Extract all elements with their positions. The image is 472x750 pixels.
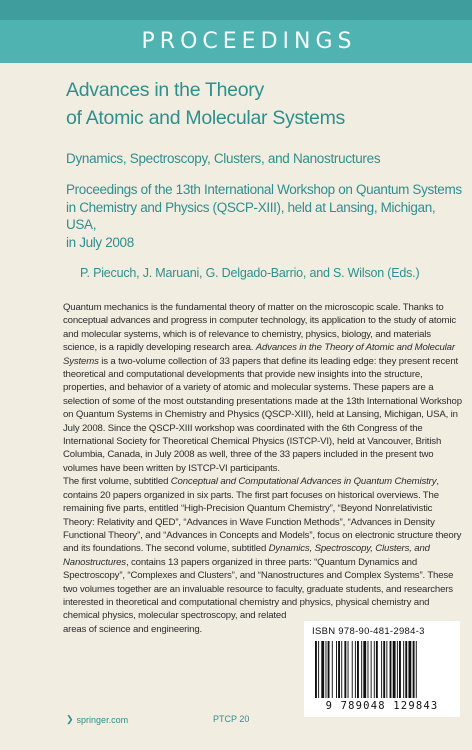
barcode <box>314 641 452 698</box>
blurb-paragraph-1: Quantum mechanics is the fundamental theory of matter on the microscopic scale. Thanks to conceptual advances and progress in computer technology, its application to the study of atomic and molecular systems, which is of relevance to chemistry, physics, biology, and materials science, is a rapidly developing research area. Advances in the Theory of Atomic and Molecular Systems is a two-volume collection of 33 papers that define its leading edge: they present recent theoretical and computational developments that provide new insights into the structure, properties, and behavior of a variety of atomic and molecular systems. These papers are a selection of some of the most outstanding presentations made at the 13th International Workshop on Quantum Systems in Chemistry and Physics (QSCP-XIII), held at Lansing, Michigan, USA, in July 2008. Since the QSCP-XIII workshop was coordinated with the 6th Congress of the International Society for Theoretical Chemical Physics (ISTCP-VI), held at Vancouver, British Columbia, Canada, in July 2008 as well, three of the 33 papers included in the present two volumes have been written by ISTCP-VI participants. <box>63 302 462 474</box>
banner-label: PROCEEDINGS <box>141 29 357 54</box>
book-title <box>66 76 446 132</box>
title-line-2: of Atomic and Molecular Systems <box>66 107 345 129</box>
blurb-text <box>63 301 465 636</box>
title-line-1: Advances in the Theory <box>66 79 264 101</box>
proceedings-banner <box>0 20 472 63</box>
blurb-paragraph-2: The first volume, subtitled Conceptual and Computational Advances in Quantum Chemistry, contains 20 papers organized in six parts. The first part focuses on historical overviews. The remaining five parts, entitled “High-Precision Quantum Chemistry”, “Beyond Nonrelativistic Theory: Relativity and QED”, “Advances in Wave Function Methods”, “Advances in Density Functional Theory”, and “Advances in Concepts and Models”, focus on electronic structure theory and its foundations. The second volume, subtitled Dynamics, Spectroscopy, Clusters, and Nanostructures, contains 13 papers organized in three parts: “Quantum Dynamics and Spectroscopy”, “Complexes and Clusters”, and “Nanostructures and Complex Systems”. These two volumes together are an invaluable resource to faculty, graduate students, and researchers interested in theoretical and computational chemistry and physics, physical chemistry and <box>63 476 462 608</box>
arrow-right-icon: ❯ <box>66 714 74 724</box>
proceedings-line-3: in July 2008 <box>66 234 134 250</box>
proceedings-line-1: Proceedings of the 13th International Workshop on Quantum Systems <box>66 182 462 197</box>
isbn-barcode-box <box>304 621 460 717</box>
series-number: PTCP 20 <box>213 714 250 724</box>
isbn-label: ISBN 978-90-481-2984-3 <box>312 626 425 637</box>
editors: P. Piecuch, J. Maruani, G. Delgado-Barrio, and S. Wilson (Eds.) <box>80 266 420 280</box>
publisher-link[interactable] <box>66 714 128 725</box>
book-subtitle: Dynamics, Spectroscopy, Clusters, and Nanostructures <box>66 151 381 166</box>
proceedings-line-2: in Chemistry and Physics (QSCP-XIII), held at Lansing, Michigan, USA, <box>66 199 436 232</box>
proceedings-description <box>66 181 466 251</box>
publisher-label: springer.com <box>76 714 129 725</box>
banner-top-strip <box>0 0 472 20</box>
isbn-digits: 9 789048 129843 <box>325 700 439 712</box>
blurb-paragraph-2-end: chemical physics, molecular spectroscopy, and related areas of science and engineering. <box>63 610 287 635</box>
